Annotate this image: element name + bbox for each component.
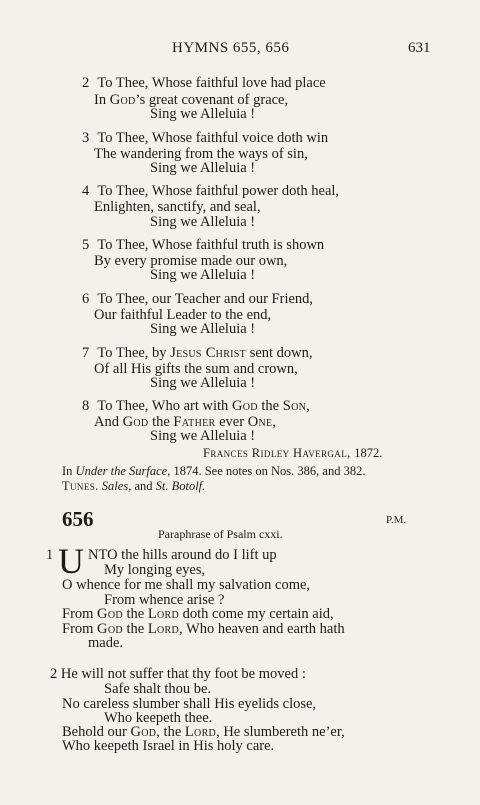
verse-line: 8 To Thee, Who art with God the Son, xyxy=(82,398,310,414)
refrain-line: Sing we Alleluia ! xyxy=(150,160,256,176)
verse-line: From God the Lord doth come my certain aid, xyxy=(62,606,334,622)
verse-line: NTO the hills around do I lift up xyxy=(88,547,277,563)
verse-line: Our faithful Leader to the end, xyxy=(94,307,272,323)
verse-line: Of all His gifts the sum and crown, xyxy=(94,361,298,377)
refrain-line: Sing we Alleluia ! xyxy=(150,267,256,283)
verse-line: No careless slumber shall His eyelids close, xyxy=(62,696,317,712)
verse-line: In God’s great covenant of grace, xyxy=(94,92,289,108)
hymn-number: 656 xyxy=(62,507,94,531)
verse-line: 2 To Thee, Whose faithful love had place xyxy=(82,75,326,91)
refrain-line: Sing we Alleluia ! xyxy=(150,375,256,391)
refrain-line: Sing we Alleluia ! xyxy=(150,214,256,230)
verse-number: 6 xyxy=(82,291,90,307)
verse-line: 3 To Thee, Whose faithful voice doth win xyxy=(82,130,329,146)
verse-line: Behold our God, the Lord, He slumbereth ne’er, xyxy=(62,724,345,740)
verse-line: Who keepeth thee. xyxy=(104,710,213,726)
verse-line: My longing eyes, xyxy=(104,562,206,578)
drop-cap: U xyxy=(58,541,84,581)
tunes-note: Tunes. Sales, and St. Botolf. xyxy=(62,479,206,493)
verse-number: 3 xyxy=(82,130,90,146)
verse-line: 2 He will not suffer that thy foot be moved : xyxy=(50,666,306,682)
verse-number: 2 xyxy=(50,666,58,682)
meter-label: P.M. xyxy=(386,514,407,526)
verse-line: The wandering from the ways of sin, xyxy=(94,146,308,162)
verse-number: 7 xyxy=(82,345,90,361)
verse-line: From God the Lord, Who heaven and earth hath xyxy=(62,621,345,637)
verse-number: 4 xyxy=(82,183,90,199)
verse-number: 2 xyxy=(82,75,90,91)
page-number: 631 xyxy=(408,40,431,56)
verse-line: O whence for me shall my salvation come, xyxy=(62,577,311,593)
page-header xyxy=(0,40,480,62)
verse-line: 6 To Thee, our Teacher and our Friend, xyxy=(82,291,314,307)
verse-line: By every promise made our own, xyxy=(94,253,288,269)
running-head: HYMNS 655, 656 xyxy=(172,40,290,56)
verse-line: 5 To Thee, Whose faithful truth is shown xyxy=(82,237,325,253)
refrain-line: Sing we Alleluia ! xyxy=(150,106,256,122)
verse-number: 1 xyxy=(46,547,54,563)
author-attribution: Frances Ridley Havergal, 1872. xyxy=(203,446,383,460)
refrain-line: Sing we Alleluia ! xyxy=(150,428,256,444)
hymn-subtitle: Paraphrase of Psalm cxxi. xyxy=(158,527,283,541)
verse-line: made. xyxy=(88,635,124,651)
verse-line: 4 To Thee, Whose faithful power doth heal, xyxy=(82,183,340,199)
verse-line: Enlighten, sanctify, and seal, xyxy=(94,199,261,215)
footnote: In Under the Surface, 1874. See notes on Nos. 386, and 382. xyxy=(62,464,366,478)
verse-line: From whence arise ? xyxy=(104,592,225,608)
verse-line: And God the Father ever One, xyxy=(94,414,277,430)
verse-line: 7 To Thee, by Jesus Christ sent down, xyxy=(82,345,313,361)
verse-number: 5 xyxy=(82,237,90,253)
verse-line: Safe shalt thou be. xyxy=(104,681,212,697)
refrain-line: Sing we Alleluia ! xyxy=(150,321,256,337)
verse-number: 8 xyxy=(82,398,90,414)
verse-line: Who keepeth Israel in His holy care. xyxy=(62,738,275,754)
